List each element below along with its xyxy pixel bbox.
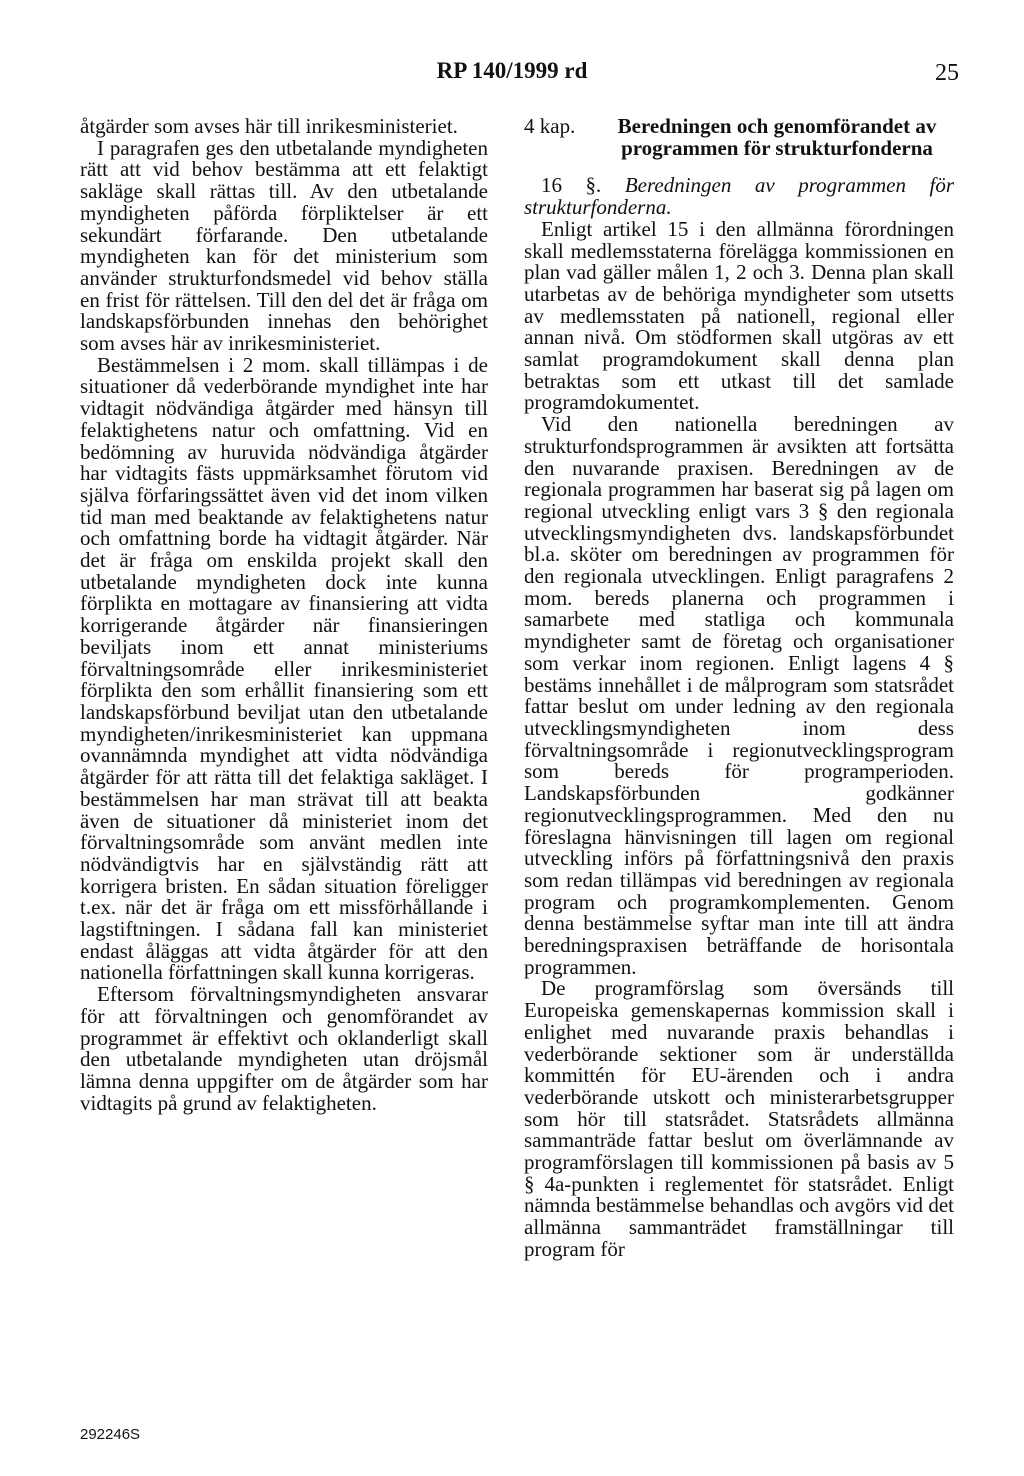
chapter-heading xyxy=(524,116,954,159)
section-heading xyxy=(524,175,954,218)
page-header-title: RP 140/1999 rd xyxy=(436,58,588,83)
right-paragraph-1: Enligt artikel 15 i den allmänna förordningen skall medlemsstaterna förelägga kommissionen en plan vad gäller målen 1, 2 och 3. Denna plan skall utarbetas av de behöriga myndigheter som utsetts av medlemsstaten på nationell, regional eller annan nivå. Om stödformen skall utgöras av ett samlat programdokument skall denna plan betraktas som ett utkast till det samlade programdokumentet. xyxy=(524,216,954,415)
chapter-title: Beredningen och genomförandet av programmen för strukturfonderna xyxy=(617,114,937,160)
section-title: Beredningen av programmen för strukturfonderna. xyxy=(524,173,955,220)
footer-code: 292246S xyxy=(80,1426,141,1443)
right-paragraph-3: De programförslag som översänds till Europeiska gemenskapernas kommission skall i enlighet med nuvarande praxis behandlas i vederbörande sektioner som är underställda kommittén för EU-ärenden och i andra vederbörande utskott och ministerarbetsgrupper som hör till statsrådet. Statsrådets allmänna sammanträde fattar beslut om överlämnande av programförslagen till kommissionen på basis av 5 § 4a-punkten i reglementet för statsrådet. Enligt nämnda bestämmelse behandlas och avgörs vid det allmänna sammanträdet framställningar till program för xyxy=(524,976,954,1261)
right-paragraph-2: Vid den nationella beredningen av strukturfondsprogrammen är avsikten att fortsätta den nuvarande praxisen. Beredningen av de regionala programmen har baserat sig på lagen om regional utveckling enligt vars 3 § den regionala utvecklingsmyndigheten dvs. landskapsförbundet bl.a. sköter om beredningen av programmen för den regionala utvecklingen. Enligt paragrafens 2 mom. bereds planerna och programmen i samarbete med statliga och kommunala myndigheter samt de företag och organisationer som verkar inom regionen. Enligt lagens 4 § bestäms innehållet i de målprogram som statsrådet fattar beslut om under ledning av den regionala utvecklingsmyndigheten inom dess förvaltningsområde i regionutvecklingsprogram som bereds för programperioden. Landskapsförbunden godkänner regionutvecklingsprogrammen. Med den nu föreslagna hänvisningen till lagen om regional utveckling införs på författningsnivå den praxis som redan tillämpas vid beredningen av regionala program och programkomplementen. Genom denna bestämmelse syftar man inte till att ändra beredningspraxisen beträffande de horisontala programmen. xyxy=(524,412,954,979)
left-paragraph-2: I paragrafen ges den utbetalande myndigheten rätt att vid behov bestämma att ett felaktigt sakläge skall rättas till. Av den utbetalande myndigheten påförda förpliktelser är ett sekundärt förfarande. Den utbetalande myndigheten kan för det ministerium som använder strukturfondsmedel vid behov ställa en frist för rättelsen. Till den del det är fråga om landskapsförbunden innehas den behörighet som avses här av inrikesministeriet. xyxy=(80,135,488,356)
left-paragraph-3: Bestämmelsen i 2 mom. skall tillämpas i de situationer då vederbörande myndighet inte har vidtagit nödvändiga åtgärder med hänsyn till felaktighetens natur och omfattning. Vid en bedömning av huruvida nödvändiga åtgärder har vidtagits fästs uppmärksamhet förutom vid själva förfaringssättet även vid det inom vilken tid man med beaktande av felaktighetens natur och omfattning borde ha vidtagit åtgärder. När det är fråga om enskilda projekt skall den utbetalande myndigheten dock inte kunna förplikta en mottagare av finansiering att vidta korrigerande åtgärder när finansieringen beviljats inom ett annat ministeriums förvaltningsområde eller inrikesministeriet förplikta den som erhållit finansiering som ett landskapsförbund beviljat utan den utbetalande myndigheten/inrikesministeriet kan uppmana ovannämnda myndighet att vidta nödvändiga åtgärder för att rätta till det felaktiga sakläget. I bestämmelsen har man strävat till att beakta även de situationer då ministeriet inom det förvaltningsområde som använt medlen inte nödvändigtvis har en självständig rätt att korrigera bristen. En sådan situation föreligger t.ex. när det är fråga om ett missförhållande i lagstiftningen. I sådana fall kan ministeriet endast åläggas att vidta åtgärder för att den nationella författningen skall kunna korrigeras. xyxy=(80,352,488,985)
chapter-number: 4 kap. xyxy=(524,114,576,138)
left-paragraph-4: Eftersom förvaltningsmyndigheten ansvarar för att förvaltningen och genomförandet av programmet är effektivt och oklanderligt skall den utbetalande myndigheten utan dröjsmål lämna denna uppgifter om de åtgärder som har vidtagits på grund av felaktigheten. xyxy=(80,982,488,1115)
left-column xyxy=(80,116,488,1114)
page-number: 25 xyxy=(935,60,959,86)
section-number: 16 §. xyxy=(541,173,602,198)
left-paragraph-1: åtgärder som avses här till inrikesministeriet. xyxy=(80,114,458,138)
right-column xyxy=(524,116,954,1261)
